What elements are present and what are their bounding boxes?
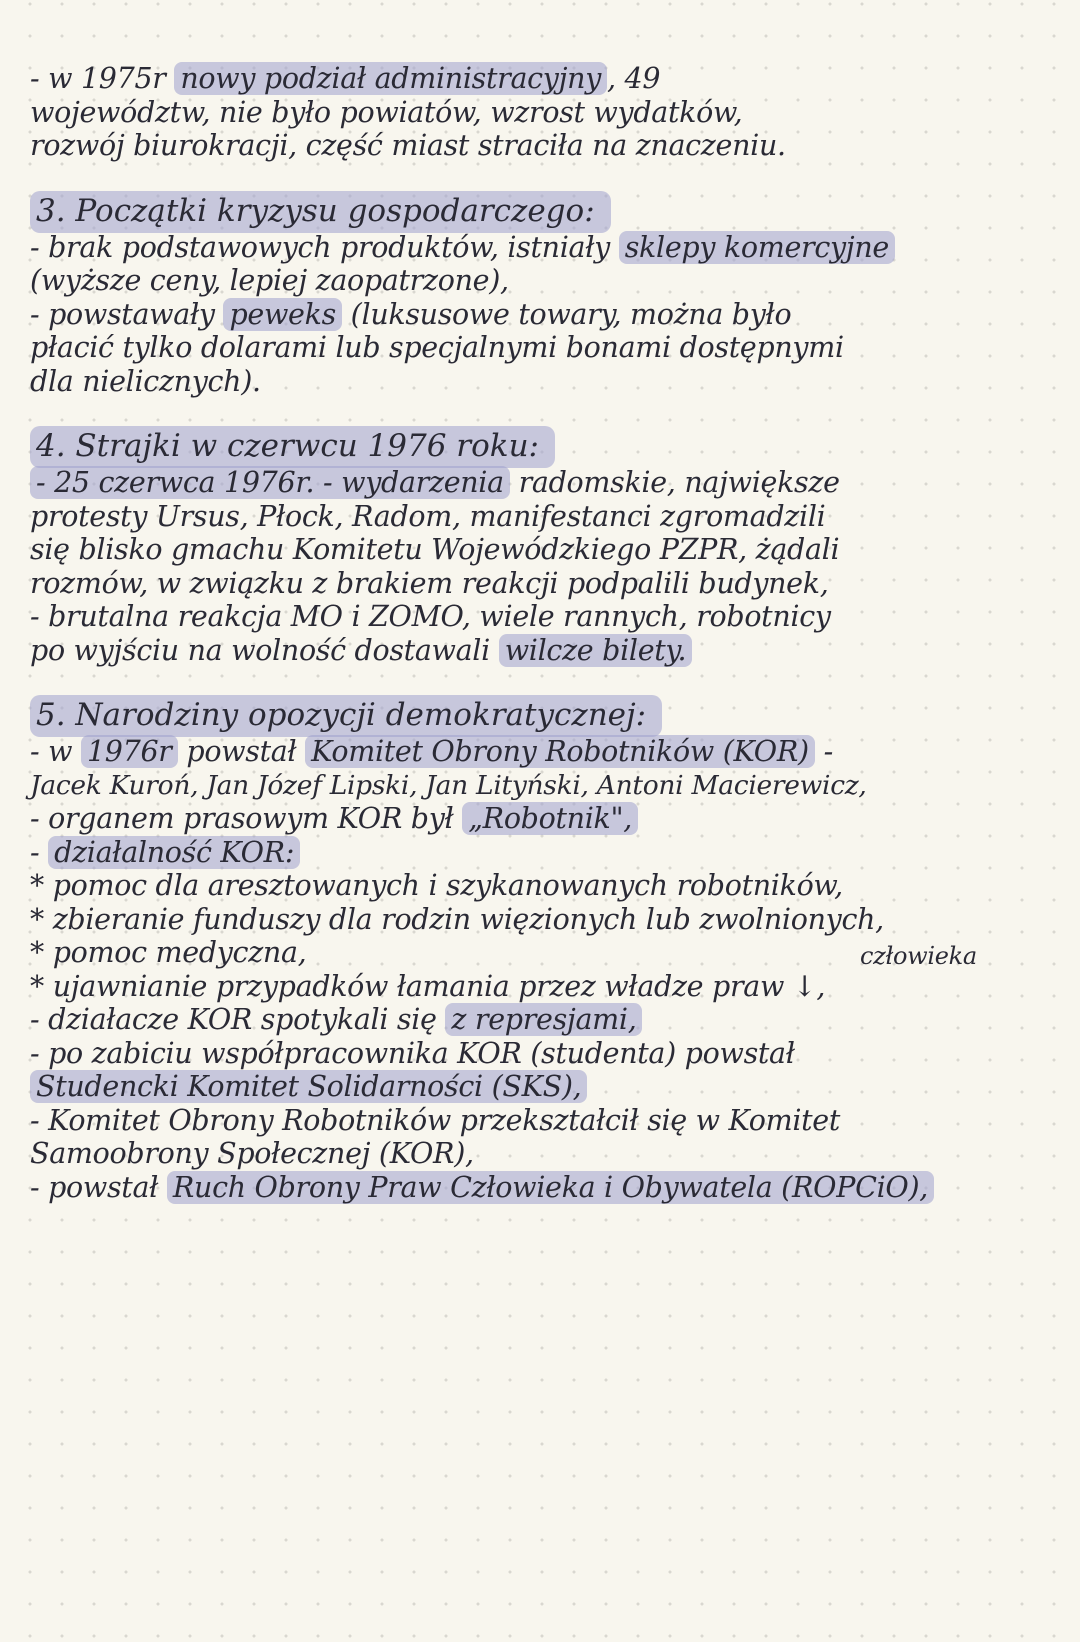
highlight: Studencki Komitet Solidarności (SKS), xyxy=(30,1070,587,1103)
highlight: 1976r xyxy=(81,735,178,768)
note-line: - powstawały peweks (luksusowe towary, można było xyxy=(30,297,792,331)
note-line: dla nielicznych). xyxy=(30,364,261,398)
note-line: - 25 czerwca 1976r. - wydarzenia radomskie, największe xyxy=(30,466,1042,500)
note-line: - brutalna reakcja MO i ZOMO, wiele rannych, robotnicy xyxy=(30,600,831,633)
note-line: - po zabiciu współpracownika KOR (studenta) powstał xyxy=(30,1036,795,1070)
note-line: Jacek Kuroń, Jan Józef Lipski, Jan Lityński, Antoni Macierewicz, xyxy=(30,769,867,801)
note-line: płacić tylko dolarami lub specjalnymi bonami dostępnymi xyxy=(30,331,844,364)
note-line: - powstał Ruch Obrony Praw Człowieka i Obywatela (ROPCiO), xyxy=(30,1171,1042,1205)
note-line: - organem prasowym KOR był „Robotnik", xyxy=(30,802,1042,836)
section-administration xyxy=(30,62,1042,163)
note-line xyxy=(30,1070,1042,1104)
highlight: sklepy komercyjne xyxy=(619,231,895,264)
section-june-1976-strikes xyxy=(30,426,1042,667)
note-line: się blisko gmachu Komitetu Wojewódzkiego PZPR, żądali xyxy=(30,533,840,566)
section-heading: 4. Strajki w czerwcu 1976 roku: xyxy=(30,426,1042,466)
highlight: działalność KOR: xyxy=(48,836,300,869)
highlight: z represjami, xyxy=(445,1003,642,1036)
note-line: województw, nie było powiatów, wzrost wydatków, xyxy=(30,95,743,129)
note-line: - brak podstawowych produktów, istniały sklepy komercyjne xyxy=(30,231,1042,265)
section-heading: 5. Narodziny opozycji demokratycznej: xyxy=(30,695,1042,735)
note-line: - w 1975r nowy podział administracyjny , 49 xyxy=(30,62,661,95)
bullet-item: * pomoc medyczna, człowieka xyxy=(30,936,1042,970)
note-line: rozwój biurokracji, część miast straciła na znaczeniu. xyxy=(30,129,786,162)
highlight: „Robotnik", xyxy=(462,802,638,835)
highlight: wilcze bilety. xyxy=(499,634,693,667)
note-line: - działalność KOR: xyxy=(30,836,1042,870)
note-line: - w 1976r powstał Komitet Obrony Robotników (KOR) - xyxy=(30,735,833,768)
bullet-item: * ujawnianie przypadków łamania przez władze praw ↓, xyxy=(30,969,826,1003)
highlight: Komitet Obrony Robotników (KOR) xyxy=(305,735,815,768)
note-line: Samoobrony Społecznej (KOR), xyxy=(30,1137,474,1170)
margin-note: człowieka xyxy=(860,942,977,970)
note-line: po wyjściu na wolność dostawali wilcze bilety. xyxy=(30,634,1042,668)
note-line: - działacze KOR spotykali się z represjami, xyxy=(30,1003,1042,1037)
section-democratic-opposition xyxy=(30,695,1042,1204)
note-line: protesty Ursus, Płock, Radom, manifestanci zgromadzili xyxy=(30,499,826,533)
bullet-item: * zbieranie funduszy dla rodzin więzionych lub zwolnionych, xyxy=(30,902,884,936)
highlight: Ruch Obrony Praw Człowieka i Obywatela (ROPCiO), xyxy=(167,1171,934,1204)
section-economic-crisis xyxy=(30,191,1042,399)
note-line: (wyższe ceny, lepiej zaopatrzone), xyxy=(30,264,509,297)
highlight: - 25 czerwca 1976r. - wydarzenia xyxy=(30,466,510,499)
highlight: nowy podział administracyjny xyxy=(174,62,607,95)
bullet-item: * pomoc dla aresztowanych i szykanowanych robotników, xyxy=(30,869,843,902)
highlight: peweks xyxy=(223,298,341,331)
note-line: - Komitet Obrony Robotników przekształcił się w Komitet xyxy=(30,1103,841,1137)
note-line: rozmów, w związku z brakiem reakcji podpalili budynek, xyxy=(30,566,829,600)
section-heading: 3. Początki kryzysu gospodarczego: xyxy=(30,191,1042,231)
